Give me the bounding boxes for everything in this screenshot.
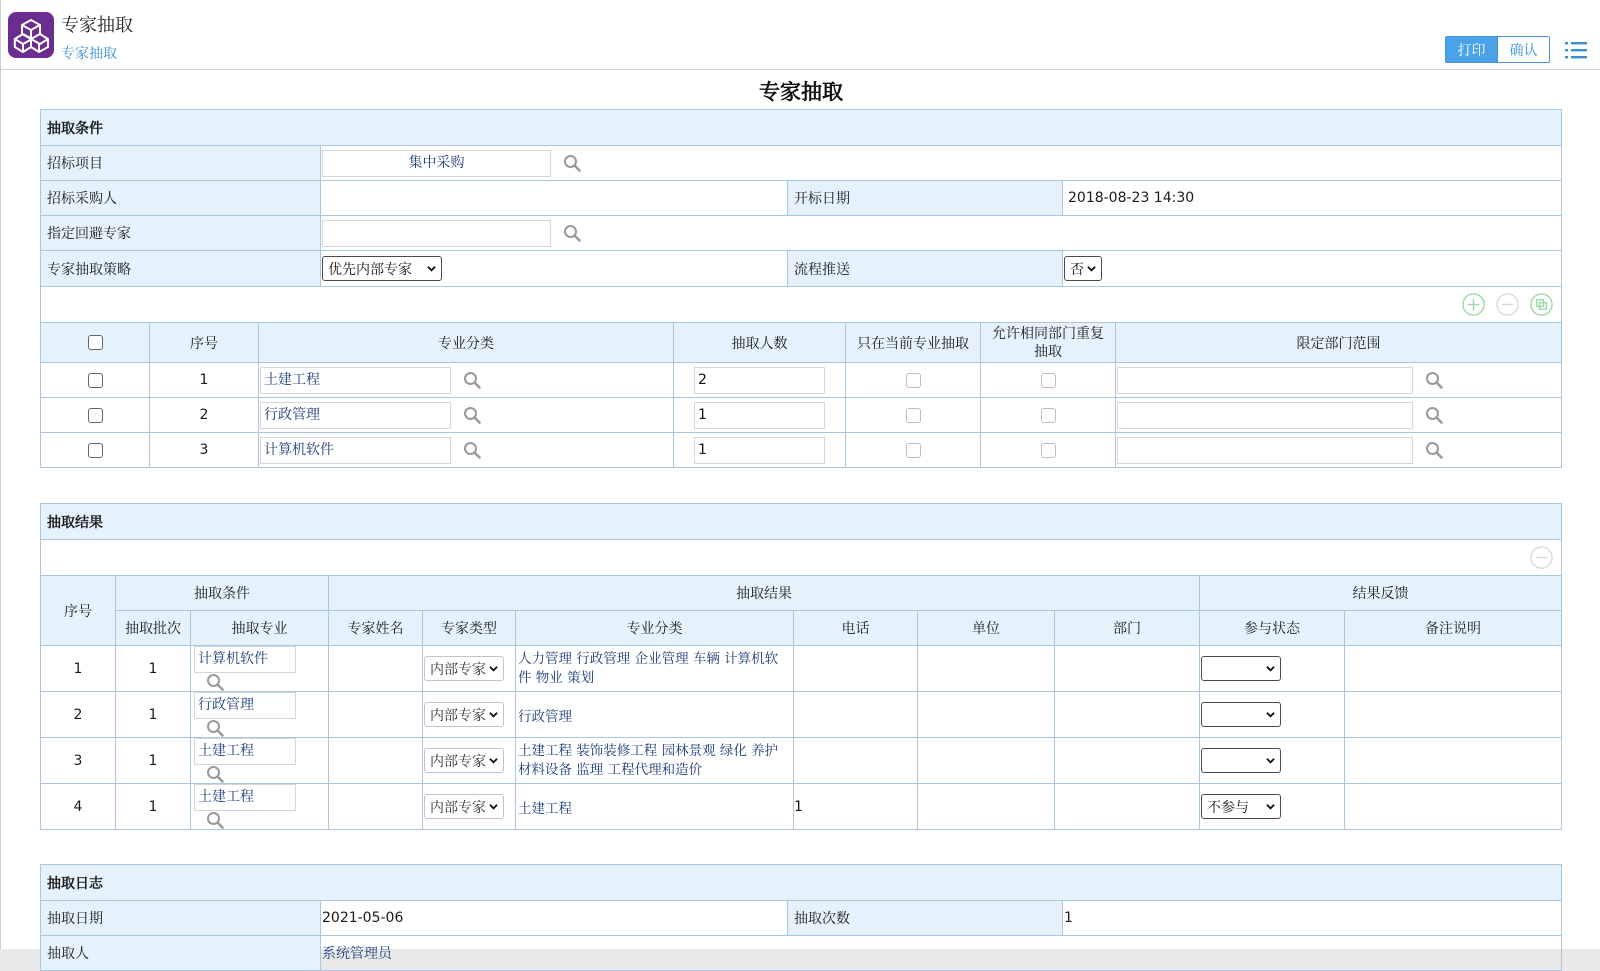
open-date-value: 2018-08-23 14:30 (1063, 181, 1562, 216)
column-header: 备注说明 (1345, 611, 1562, 646)
expert-type-select[interactable] (424, 656, 504, 681)
breadcrumb[interactable]: 专家抽取 (61, 46, 117, 62)
table-row (41, 646, 1562, 692)
batch-value: 1 (116, 646, 191, 692)
column-group-header: 结果反馈 (1200, 576, 1562, 611)
strategy-label: 专家抽取策略 (41, 251, 321, 287)
column-header: 抽取人数 (674, 323, 846, 363)
batch-value: 1 (116, 784, 191, 830)
expert-type-select[interactable] (424, 702, 504, 727)
category-input[interactable]: 行政管理 (260, 402, 451, 429)
search-icon[interactable] (1425, 441, 1443, 459)
column-header: 电话 (794, 611, 918, 646)
app-title: 专家抽取 (61, 15, 133, 36)
column-header: 参与状态 (1200, 611, 1345, 646)
copy-row-icon[interactable] (1529, 292, 1554, 317)
search-icon[interactable] (206, 811, 224, 829)
remove-row-icon[interactable] (1495, 292, 1520, 317)
category-value: 行政管理 (516, 692, 794, 738)
batch-value: 1 (116, 738, 191, 784)
row-number: 3 (150, 433, 259, 468)
remark-value (1345, 646, 1562, 692)
section-title-conditions: 抽取条件 (41, 110, 1562, 146)
unit-value (918, 784, 1055, 830)
participation-select[interactable] (1201, 794, 1281, 819)
row-number: 1 (41, 646, 116, 692)
major-input[interactable]: 土建工程 (194, 738, 296, 765)
category-input[interactable]: 计算机软件 (260, 437, 451, 464)
remark-value (1345, 738, 1562, 784)
row-checkbox[interactable] (88, 373, 103, 388)
list-menu-icon[interactable] (1565, 39, 1587, 61)
category-value: 土建工程 (516, 784, 794, 830)
expert-type-value: 内部专家 (430, 661, 486, 678)
dept-value (1055, 738, 1200, 784)
dept-scope-input[interactable] (1117, 437, 1413, 464)
unit-value (918, 738, 1055, 784)
search-icon[interactable] (563, 154, 581, 172)
buyer-value (321, 181, 788, 216)
avoid-expert-input[interactable] (322, 220, 551, 247)
expert-type-select[interactable] (424, 748, 504, 773)
remove-row-icon[interactable] (1529, 545, 1554, 570)
search-icon[interactable] (206, 719, 224, 737)
count-input[interactable]: 1 (694, 402, 825, 429)
expert-name (329, 646, 423, 692)
row-number: 1 (150, 363, 259, 398)
chevron-down-icon (1266, 710, 1275, 719)
count-input[interactable]: 2 (694, 367, 825, 394)
phone-value (794, 646, 918, 692)
flow-select-value: 否 (1070, 261, 1084, 278)
count-input[interactable]: 1 (694, 437, 825, 464)
unit-value (918, 692, 1055, 738)
participation-select[interactable] (1201, 702, 1281, 727)
column-header: 序号 (150, 323, 259, 363)
row-checkbox[interactable] (88, 408, 103, 423)
flow-select[interactable] (1064, 256, 1102, 281)
participation-value: 不参与 (1207, 799, 1249, 816)
column-header: 抽取专业 (191, 611, 329, 646)
search-icon[interactable] (563, 224, 581, 242)
flow-label: 流程推送 (788, 251, 1063, 287)
dept-scope-input[interactable] (1117, 367, 1413, 394)
column-header: 限定部门范围 (1116, 323, 1562, 363)
current-major-only-checkbox[interactable] (906, 373, 921, 388)
row-number: 2 (150, 398, 259, 433)
allow-same-dept-checkbox[interactable] (1041, 443, 1056, 458)
avoid-expert-label: 指定回避专家 (41, 216, 321, 251)
column-header: 专家类型 (423, 611, 516, 646)
phone-value (794, 692, 918, 738)
chevron-down-icon (427, 264, 436, 273)
current-major-only-checkbox[interactable] (906, 408, 921, 423)
confirm-button[interactable]: 确认 (1497, 37, 1549, 62)
search-icon[interactable] (463, 371, 481, 389)
strategy-select-value: 优先内部专家 (328, 261, 412, 278)
remark-value (1345, 692, 1562, 738)
allow-same-dept-checkbox[interactable] (1041, 373, 1056, 388)
major-input[interactable]: 土建工程 (194, 784, 296, 811)
table-row (41, 738, 1562, 784)
column-header: 序号 (41, 576, 116, 646)
strategy-select[interactable] (322, 256, 442, 281)
row-number: 4 (41, 784, 116, 830)
expert-type-value: 内部专家 (430, 707, 486, 724)
results-section (40, 503, 1562, 830)
current-major-only-checkbox[interactable] (906, 443, 921, 458)
add-row-icon[interactable] (1461, 292, 1486, 317)
column-header: 部门 (1055, 611, 1200, 646)
project-input[interactable]: 集中采购 (322, 150, 551, 177)
table-row (41, 784, 1562, 830)
allow-same-dept-checkbox[interactable] (1041, 408, 1056, 423)
column-header: 抽取批次 (116, 611, 191, 646)
remark-value (1345, 784, 1562, 830)
log-person-label: 抽取人 (41, 936, 321, 971)
row-number: 3 (41, 738, 116, 784)
column-header: 单位 (918, 611, 1055, 646)
column-header: 专业分类 (516, 611, 794, 646)
participation-select[interactable] (1201, 748, 1281, 773)
batch-value: 1 (116, 692, 191, 738)
log-times-label: 抽取次数 (788, 901, 1063, 936)
page-title: 专家抽取 (759, 80, 843, 104)
log-section (40, 864, 1562, 971)
chevron-down-icon (1087, 264, 1096, 273)
expert-type-value: 内部专家 (430, 799, 486, 816)
section-title-log: 抽取日志 (41, 865, 1562, 901)
chevron-down-icon (489, 802, 498, 811)
expert-name (329, 738, 423, 784)
dept-value (1055, 646, 1200, 692)
chevron-down-icon (489, 710, 498, 719)
expert-type-select[interactable] (424, 794, 504, 819)
search-icon[interactable] (463, 441, 481, 459)
conditions-grid (40, 286, 1562, 468)
category-value: 土建工程 装饰装修工程 园林景观 绿化 养护 材料设备 监理 工程代理和造价 (516, 738, 794, 784)
table-row (41, 363, 1562, 398)
search-icon[interactable] (1425, 406, 1443, 424)
search-icon[interactable] (463, 406, 481, 424)
log-person-value: 系统管理员 (321, 936, 1562, 971)
buyer-label: 招标采购人 (41, 181, 321, 216)
app-logo-icon (8, 12, 54, 58)
search-icon[interactable] (1425, 371, 1443, 389)
chevron-down-icon (489, 756, 498, 765)
section-title-results: 抽取结果 (41, 504, 1562, 540)
dept-value (1055, 784, 1200, 830)
log-date-label: 抽取日期 (41, 901, 321, 936)
log-date-value: 2021-05-06 (321, 901, 788, 936)
print-button[interactable]: 打印 (1446, 37, 1497, 62)
row-checkbox[interactable] (88, 443, 103, 458)
log-times-value: 1 (1063, 901, 1562, 936)
top-bar (1, 0, 1600, 70)
category-value: 人力管理 行政管理 企业管理 车辆 计算机软件 物业 策划 (516, 646, 794, 692)
table-row (41, 398, 1562, 433)
column-group-header: 抽取结果 (329, 576, 1200, 611)
expert-name (329, 692, 423, 738)
column-header: 只在当前专业抽取 (846, 323, 981, 363)
project-label: 招标项目 (41, 146, 321, 181)
dept-scope-input[interactable] (1117, 402, 1413, 429)
phone-value: 1 (794, 784, 918, 830)
chevron-down-icon (1266, 664, 1275, 673)
phone-value (794, 738, 918, 784)
expert-name (329, 784, 423, 830)
column-header: 允许相同部门重复抽取 (981, 323, 1116, 363)
table-row (41, 433, 1562, 468)
chevron-down-icon (489, 664, 498, 673)
open-date-label: 开标日期 (788, 181, 1063, 216)
column-group-header: 抽取条件 (116, 576, 329, 611)
major-input[interactable]: 计算机软件 (194, 646, 296, 673)
participation-select[interactable] (1201, 656, 1281, 681)
search-icon[interactable] (206, 673, 224, 691)
chevron-down-icon (1266, 802, 1275, 811)
major-input[interactable]: 行政管理 (194, 692, 296, 719)
toolbar-buttons (1445, 36, 1550, 63)
table-row (41, 692, 1562, 738)
unit-value (918, 646, 1055, 692)
row-number: 2 (41, 692, 116, 738)
chevron-down-icon (1266, 756, 1275, 765)
column-header: 专业分类 (259, 323, 674, 363)
search-icon[interactable] (206, 765, 224, 783)
column-header: 专家姓名 (329, 611, 423, 646)
category-input[interactable]: 土建工程 (260, 367, 451, 394)
expert-type-value: 内部专家 (430, 753, 486, 770)
main-content (40, 109, 1562, 971)
select-all-checkbox[interactable] (88, 335, 103, 350)
conditions-form (40, 109, 1562, 287)
dept-value (1055, 692, 1200, 738)
